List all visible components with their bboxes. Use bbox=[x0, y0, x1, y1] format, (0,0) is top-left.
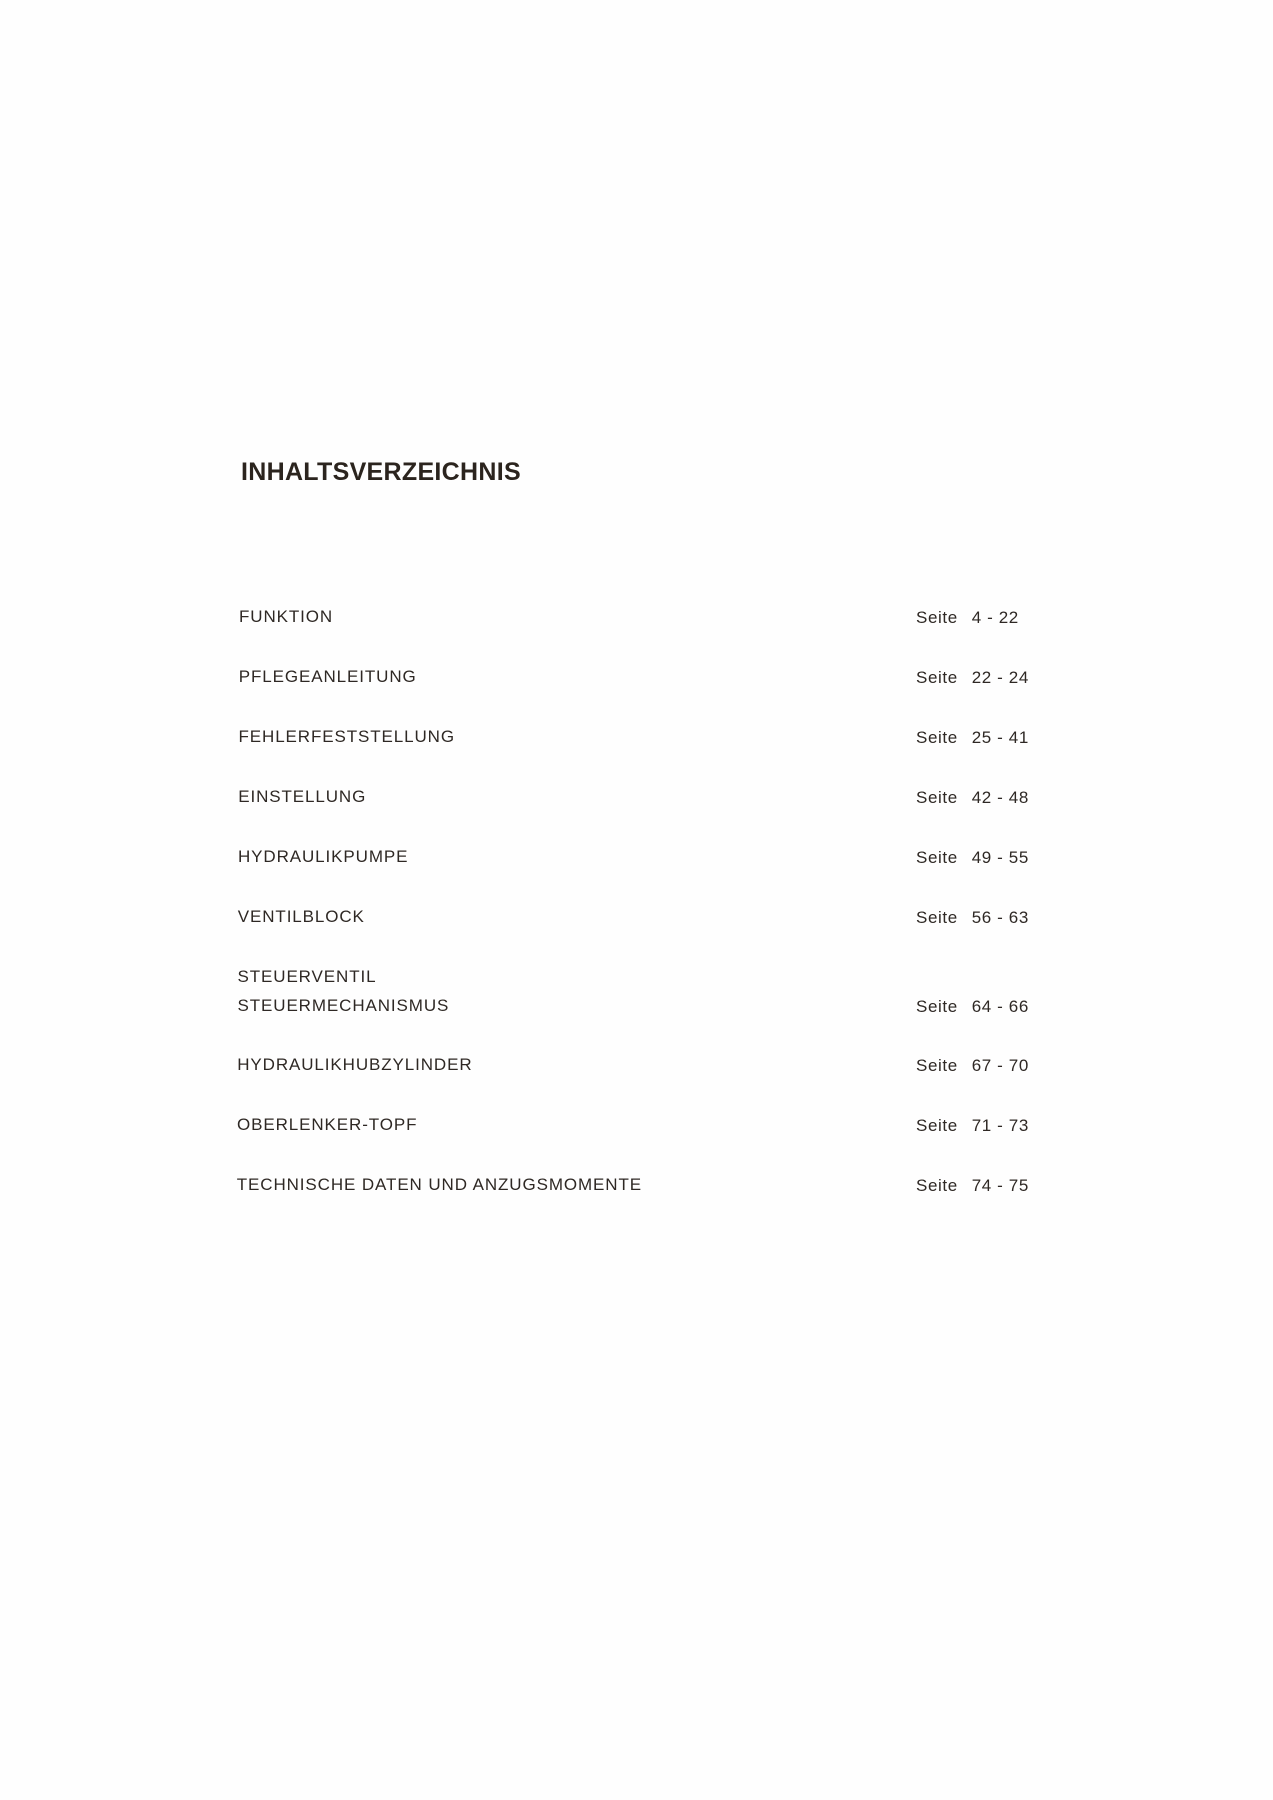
toc-entry-seite-label: Seite bbox=[916, 848, 958, 867]
toc-entry-label bbox=[239, 662, 417, 691]
toc-entry-page-range: 64 - 66 bbox=[971, 997, 1029, 1016]
toc-entry-page-range: 42 - 48 bbox=[971, 788, 1029, 807]
toc-entry-page bbox=[916, 728, 1029, 748]
toc-entry-page bbox=[916, 1056, 1029, 1076]
toc-entry-label-line: HYDRAULIKPUMPE bbox=[238, 847, 409, 866]
toc-entry-page-range: 56 - 63 bbox=[971, 908, 1029, 927]
toc-entry-page bbox=[916, 608, 1019, 628]
toc-entry-page-range: 71 - 73 bbox=[971, 1116, 1029, 1135]
toc-entry-label-line: FEHLERFESTSTELLUNG bbox=[238, 727, 455, 746]
toc-entry-seite-label: Seite bbox=[916, 788, 958, 807]
toc-entry-label-line: STEUERMECHANISMUS bbox=[237, 996, 450, 1015]
toc-entry-page bbox=[916, 997, 1029, 1017]
toc-entry-label-line: VENTILBLOCK bbox=[237, 907, 365, 926]
toc-entry-label-line: EINSTELLUNG bbox=[238, 787, 367, 806]
toc-entry-page-range: 67 - 70 bbox=[971, 1056, 1029, 1075]
toc-entry-label bbox=[238, 962, 450, 1020]
toc-entry-page-range: 4 - 22 bbox=[971, 608, 1019, 627]
toc-entry-label-line: TECHNISCHE DATEN UND ANZUGSMOMENTE bbox=[236, 1175, 642, 1194]
toc-entry-page bbox=[916, 1176, 1029, 1196]
toc-entry-seite-label: Seite bbox=[916, 1116, 958, 1135]
toc-entry-label bbox=[239, 602, 333, 631]
toc-entry-label bbox=[239, 722, 455, 751]
toc-entry-label bbox=[237, 1110, 417, 1139]
toc-entry-page-range: 74 - 75 bbox=[971, 1176, 1029, 1195]
toc-entry-seite-label: Seite bbox=[916, 1056, 958, 1075]
toc-entry-label-line: FUNKTION bbox=[239, 607, 334, 626]
toc-entry-page-range: 25 - 41 bbox=[971, 728, 1029, 747]
toc-entry-page bbox=[916, 1116, 1029, 1136]
toc-entry-label bbox=[238, 902, 365, 931]
toc-entry-page bbox=[916, 668, 1029, 688]
toc-entry-seite-label: Seite bbox=[916, 728, 958, 747]
document-title: INHALTSVERZEICHNIS bbox=[241, 458, 521, 486]
toc-entry-seite-label: Seite bbox=[916, 1176, 958, 1195]
toc-entry-seite-label: Seite bbox=[916, 908, 958, 927]
toc-entry-seite-label: Seite bbox=[916, 608, 958, 627]
toc-entry-page bbox=[916, 788, 1029, 808]
toc-entry-label bbox=[238, 842, 408, 871]
toc-entry-page bbox=[916, 848, 1029, 868]
toc-entry-label-line: HYDRAULIKHUBZYLINDER bbox=[237, 1055, 473, 1074]
toc-entry-label-line: STEUERVENTIL bbox=[237, 967, 377, 986]
toc-entry-seite-label: Seite bbox=[916, 668, 958, 687]
toc-entry-label bbox=[238, 782, 366, 811]
toc-entry-label bbox=[237, 1170, 642, 1199]
toc-entry-seite-label: Seite bbox=[916, 997, 958, 1016]
toc-entry-label-line: PFLEGEANLEITUNG bbox=[238, 667, 417, 686]
toc-entry-page-range: 49 - 55 bbox=[971, 848, 1029, 867]
toc-entry-page bbox=[916, 908, 1029, 928]
toc-entry-label-line: OBERLENKER-TOPF bbox=[237, 1115, 418, 1134]
toc-entry-label bbox=[237, 1050, 472, 1079]
toc-entry-page-range: 22 - 24 bbox=[971, 668, 1029, 687]
